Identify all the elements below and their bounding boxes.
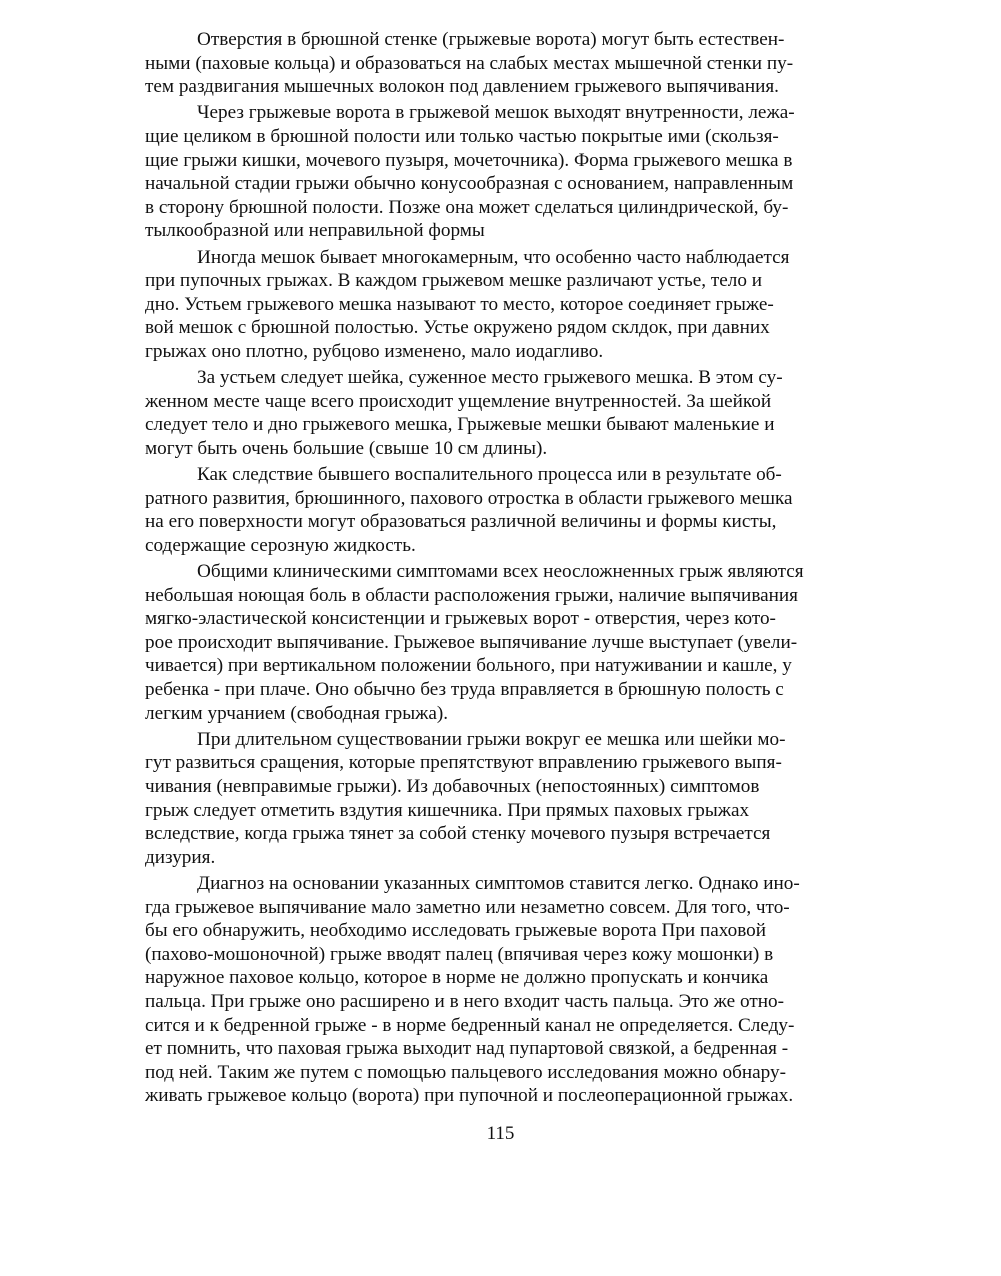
paragraph: При длительном существовании грыжи вокруг ее мешка или шейки мо- гут развиться сращения, которые препятствуют вправлению грыжевого выпя- чивания (невправимые грыжи). Из добавочных (непостоянных) симптомов грыж следует отметить вздутия кишечника. При прямых паховых грыжах вследствие, когда грыжа тянет за собой стенку мочевого пузыря встречается дизурия. — [145, 728, 786, 868]
paragraph: Общими клиническими симптомами всех неосложненных грыж являются небольшая ноющая боль в области расположения грыжи, наличие выпячивания мягко-эластической консистенции и грыжевых ворот - отверстия, через кото- рое происходит выпячивание. Грыжевое выпячивание лучше выступает (увели- чивается) при вертикальном положении больного, при натуживании и кашле, у ребенка - при плаче. Оно обычно без труда вправляется в брюшную полость с легким урчанием (свободная грыжа). — [145, 561, 804, 724]
page-body — [145, 28, 857, 1110]
page-number: 115 — [486, 1123, 515, 1144]
paragraph: Через грыжевые ворота в грыжевой мешок выходят внутренности, лежа- щие целиком в брюшной полости или только частью покрытые ими (скользя- щие грыжи кишки, мочевого пузыря, мочеточника). Форма грыжевого мешка в начальной стадии грыжи обычно конусообразная с основанием, направленным в сторону брюшной полости. Позже она может сделаться цилиндрической, бу- тылкообразной или неправильной формы — [145, 102, 795, 242]
paragraph: Иногда мешок бывает многокамерным, что особенно часто наблюдается при пупочных грыжах. В каждом грыжевом мешке различают устье, тело и дно. Устьем грыжевого мешка называют то место, которое соединяет грыже- вой мешок с брюшной полостью. Устье окружено рядом склдок, при давних грыжах оно плотно, рубцово изменено, мало иодагливо. — [145, 246, 790, 362]
paragraph: Отверстия в брюшной стенке (грыжевые ворота) могут быть естествен- ными (паховые кольца) и образоваться на слабых местах мышечной стенки пу- тем раздвигания мышечных волокон под давлением грыжевого выпячивания. — [145, 29, 794, 98]
paragraph: Диагноз на основании указанных симптомов ставится легко. Однако ино- гда грыжевое выпячивание мало заметно или незаметно совсем. Для того, что- бы его обнаружить, необходимо исследовать грыжевые ворота При паховой (пахово-мошоночной) грыже вводят палец (впячивая через кожу мошонки) в наружное паховое кольцо, которое в норме не должно пропускать и кончика пальца. При грыже оно расширено и в него входит часть пальца. Это же отно- сится и к бедренной грыже - в норме бедренный канал не определяется. Следу- ет помнить, что паховая грыжа выходит над пупартовой связкой, а бедренная - под ней. Таким же путем с помощью пальцевого исследования можно обнару- живать грыжевое кольцо (ворота) при пупочной и послеоперационной грыжах. — [145, 872, 800, 1107]
paragraph: За устьем следует шейка, суженное место грыжевого мешка. В этом су- женном месте чаще всего происходит ущемление внутренностей. За шейкой следует тело и дно грыжевого мешка, Грыжевые мешки бывают маленькие и могут быть очень большие (свыше 10 см длины). — [145, 367, 783, 459]
paragraph: Как следствие бывшего воспалительного процесса или в результате об- ратного развития, брюшинного, пахового отростка в области грыжевого мешка на его поверхности могут образоваться различной величины и формы кисты, содержащие серозную жидкость. — [145, 464, 793, 556]
